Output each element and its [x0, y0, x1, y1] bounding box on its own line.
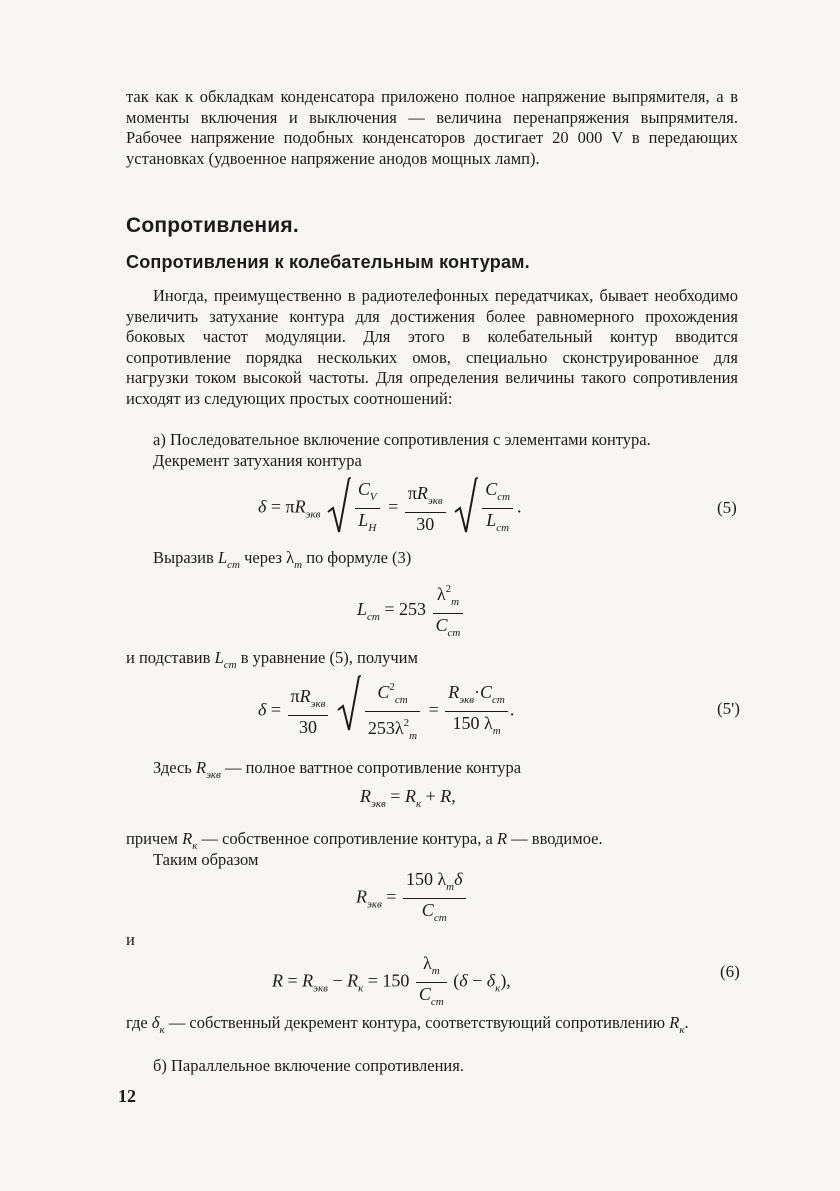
equation-rek: $R_{экв}$ = $\frac{150 \lambda_m\delta}{C_{cm}}$: [356, 868, 468, 929]
item-a: а) Последовательное включение сопротивления с элементами контура.: [153, 430, 651, 449]
equation-5-prime: δ = $\frac{\pi R_{экв}}{30}$ $\frac{C^2_{cm}}{253\lambda^2_m}$ = $\frac{R_{экв}\cdot C_{cm}}{150 \lambda_m}$ .: [258, 676, 514, 747]
thus-line: Таким образом: [153, 850, 259, 869]
subsection-heading: Сопротивления к колебательным контурам.: [126, 252, 530, 272]
equation-6: $R = R_{экв} - R_к = 150$ $\frac{\lambda_m}{C_{cm}}$ $(\delta - \delta_к)$,: [272, 953, 511, 1008]
equation-number-5-prime: (5'): [717, 699, 740, 718]
paragraph-1: Иногда, преимущественно в радиотелефонных передатчиках, бывает необходимо увеличить затухание контура для достижения более равномерного прохождения боковых частот модуляции. Для этого в колебательный контур вводится сопротивление порядка нескольких омов, специально сконструированное для нагрузки током высокой частоты. Для определения величины такого сопротивления исходят из следующих простых соотношений:: [126, 286, 738, 408]
sqrt-sign: $\frac{C_V}{L_Н}$: [327, 478, 382, 539]
equation-5: $\delta = \pi R_{экв}$ $\frac{C_V}{L_Н}$ = $\frac{\pi R_{экв}}{30}$ $\frac{C_{cm}}{L_{cm}}$ .: [258, 478, 522, 539]
and-line: и: [126, 930, 135, 949]
equation-number-5: (5): [717, 498, 737, 517]
here-line: Здесь $R_{экв}$ — полное ваттное сопротивление контура: [153, 758, 522, 781]
express-line: Выразив $L_{cm}$ через $\lambda_m$ по формуле (3): [153, 548, 412, 571]
where-delta-line: где $\delta_к$ — собственный декремент контура, соответствующий сопротивлению $R_к$.: [126, 1013, 689, 1036]
where-line: причем $R_к$ — собственное сопротивление контура, а R — вводимое.: [126, 829, 603, 852]
sqrt-sign: $\frac{C^2_{cm}}{253\lambda^2_m}$: [337, 676, 422, 747]
equation-3: $L_{cm} = 253$ $\frac{\lambda^2_m}{C_{cm}}$: [357, 578, 465, 644]
decrement-label: Декремент затухания контура: [153, 451, 362, 470]
equation-rek-sum: $R_{экв} = R_к + R$,: [360, 786, 456, 810]
intro-paragraph: так как к обкладкам конденсатора приложено полное напряжение выпрямителя, а в моменты включения и выключения — величина перенапряжения выпрямителя. Рабочее напряжение подобных конденсаторов достигает 20 000 V в передающих установках (удвоенное напряжение анодов мощных ламп).: [126, 87, 738, 168]
item-b: б) Параллельное включение сопротивления.: [153, 1056, 464, 1075]
page-number: 12: [118, 1086, 136, 1106]
sqrt-sign: $\frac{C_{cm}}{L_{cm}}$: [454, 478, 515, 539]
section-heading: Сопротивления.: [126, 214, 299, 237]
equation-number-6: (6): [720, 962, 740, 981]
substitute-line: и подставив $L_{cm}$ в уравнение (5), получим: [126, 648, 418, 671]
